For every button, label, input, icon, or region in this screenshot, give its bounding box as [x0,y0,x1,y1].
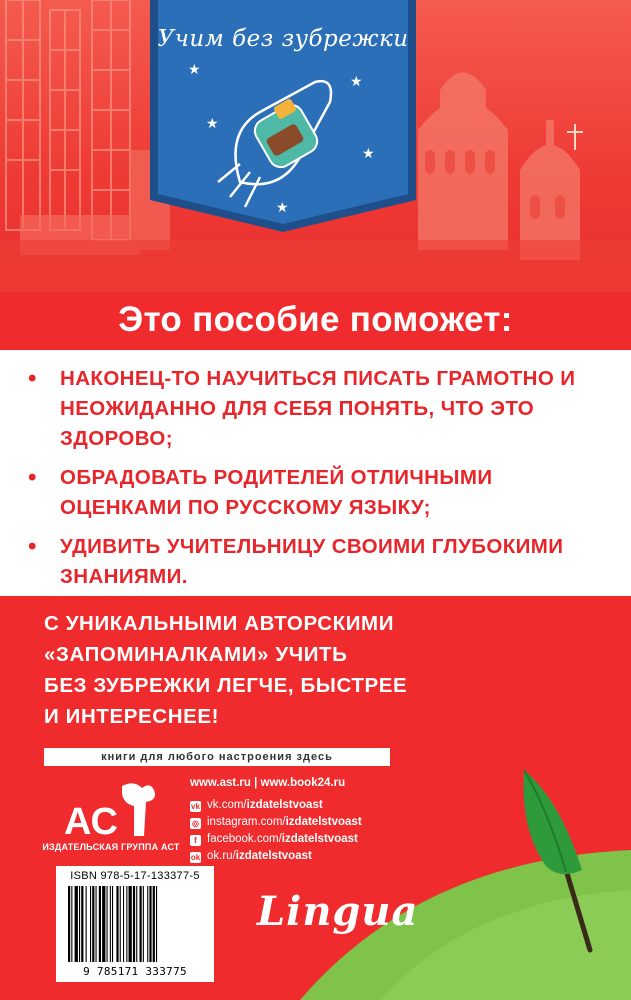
svg-text:★: ★ [362,146,375,162]
social-link-odnoklassniki[interactable]: ok ok.ru/izdatelstvoast [190,850,312,862]
series-title: Учим без зубрежки [157,26,409,52]
websites[interactable]: www.ast.ru | www.book24.ru [190,777,346,789]
odnoklassniki-icon: ok [190,853,201,862]
social-link-instagram[interactable]: ◎ instagram.com/izdatelstvoast [192,816,362,828]
imprint-logo: Lingua [257,888,419,935]
barcode-icon [66,886,204,964]
benefits-panel [0,350,631,596]
svg-text:АС: АС [64,801,118,842]
social-links [190,797,362,865]
svg-text:★: ★ [350,74,363,90]
headline: Это пособие поможет: [118,300,513,339]
list-item: • УДИВИТЬ УЧИТЕЛЬНИЦУ СВОИМИ ГЛУБОКИМИ ЗНАНИЯМИ. [28,533,564,588]
benefits-list [0,364,631,601]
vk-icon: vk [191,802,200,811]
instagram-icon: ◎ [190,818,201,829]
ast-logo [62,780,158,842]
tagline-bar: книги для любого настроения здесь [44,748,390,766]
barcode-digits: 9 785171 333775 [83,965,187,978]
isbn-text: ISBN 978-5-17-133377-5 [70,870,200,882]
publisher-caption: ИЗДАТЕЛЬСКАЯ ГРУППА АСТ [42,842,180,852]
list-item: • ОБРАДОВАТЬ РОДИТЕЛЕЙ ОТЛИЧНЫМИ ОЦЕНКАМИ ПО РУССКОМУ ЯЗЫКУ; [28,464,493,519]
svg-text:★: ★ [188,62,201,78]
skyline-banner [0,0,631,292]
claim-text: С УНИКАЛЬНЫМИ АВТОРСКИМИ «ЗАПОМИНАЛКАМИ» УЧИТЬ БЕЗ ЗУБРЕЖКИ ЛЕГЧЕ, БЫСТРЕЕ И ИНТЕРЕСНЕЕ! [44,612,408,728]
social-link-vk[interactable]: vk vk.com/izdatelstvoast [191,799,323,811]
facebook-icon: f [190,835,201,846]
barcode-block [56,866,214,982]
svg-text:★: ★ [276,200,289,216]
social-link-facebook[interactable]: f facebook.com/izdatelstvoast [190,831,362,848]
svg-text:★: ★ [206,116,219,132]
list-item: • НАКОНЕЦ-ТО НАУЧИТЬСЯ ПИСАТЬ ГРАМОТНО И НЕОЖИДАННО ДЛЯ СЕБЯ ПОНЯТЬ, ЧТО ЭТО ЗДОРОВО; [28,365,576,450]
